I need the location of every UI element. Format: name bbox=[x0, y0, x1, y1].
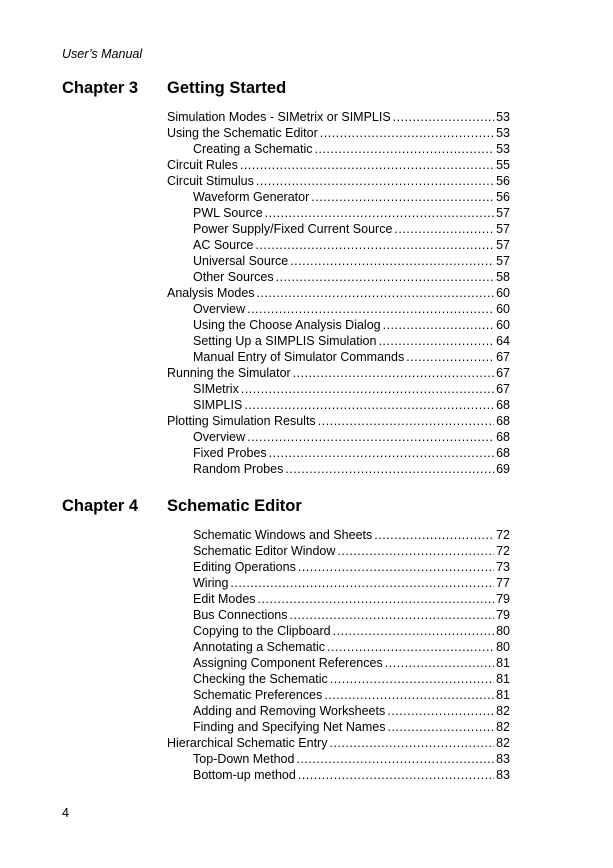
toc-entry[interactable] bbox=[167, 365, 510, 381]
dot-leader bbox=[255, 237, 494, 253]
toc-entry-title: Circuit Rules bbox=[167, 158, 238, 172]
toc-entry-title: SIMPLIS bbox=[193, 398, 243, 412]
toc-entry[interactable] bbox=[167, 623, 510, 639]
toc-entry-title: Random Probes bbox=[193, 462, 284, 476]
toc-entry-title: PWL Source bbox=[193, 206, 263, 220]
toc-entry-title: Top-Down Method bbox=[193, 752, 295, 766]
dot-leader bbox=[406, 349, 494, 365]
toc-entry-page: 67 bbox=[496, 350, 510, 364]
dot-leader bbox=[290, 253, 494, 269]
dot-leader bbox=[240, 157, 494, 173]
toc-entry-title: Schematic Windows and Sheets bbox=[193, 528, 373, 542]
toc-entry-title: Power Supply/Fixed Current Source bbox=[193, 222, 393, 236]
toc-entry[interactable] bbox=[167, 173, 510, 189]
toc-entry[interactable] bbox=[167, 413, 510, 429]
toc-entry[interactable] bbox=[167, 767, 510, 783]
dot-leader bbox=[256, 173, 494, 189]
toc-entry-page: 56 bbox=[496, 174, 510, 188]
toc-entry-title: Adding and Removing Worksheets bbox=[193, 704, 386, 718]
toc-entry[interactable] bbox=[167, 575, 510, 591]
toc-entry[interactable] bbox=[167, 221, 510, 237]
toc-entry[interactable] bbox=[167, 735, 510, 751]
toc-entry-page: 58 bbox=[496, 270, 510, 284]
toc-entry-title: Bus Connections bbox=[193, 608, 288, 622]
toc-entry[interactable] bbox=[167, 397, 510, 413]
toc-entry[interactable] bbox=[167, 125, 510, 141]
toc-entry-page: 82 bbox=[496, 736, 510, 750]
toc-entry[interactable] bbox=[167, 157, 510, 173]
toc-entry-title: Edit Modes bbox=[193, 592, 256, 606]
toc-entry-title: Waveform Generator bbox=[193, 190, 310, 204]
toc-entry-page: 60 bbox=[496, 302, 510, 316]
toc-entry-page: 67 bbox=[496, 366, 510, 380]
dot-leader bbox=[378, 333, 494, 349]
dot-leader bbox=[296, 751, 494, 767]
toc-entry[interactable] bbox=[167, 445, 510, 461]
toc-entry-page: 80 bbox=[496, 624, 510, 638]
toc-entry[interactable] bbox=[167, 461, 510, 477]
toc-entry-title: Editing Operations bbox=[193, 560, 296, 574]
toc-entry-title: Bottom-up method bbox=[193, 768, 296, 782]
toc-list bbox=[167, 109, 510, 477]
toc-entry-page: 72 bbox=[496, 528, 510, 542]
toc-entry[interactable] bbox=[167, 317, 510, 333]
dot-leader bbox=[333, 623, 495, 639]
toc-entry[interactable] bbox=[167, 527, 510, 543]
toc-entry-title: SIMetrix bbox=[193, 382, 239, 396]
page-number: 4 bbox=[62, 806, 69, 820]
toc-entry-title: Annotating a Schematic bbox=[193, 640, 326, 654]
toc-entry-page: 55 bbox=[496, 158, 510, 172]
toc-entry-page: 53 bbox=[496, 110, 510, 124]
dot-leader bbox=[393, 109, 494, 125]
toc-entry-page: 53 bbox=[496, 142, 510, 156]
dot-leader bbox=[318, 413, 494, 429]
toc-entry[interactable] bbox=[167, 269, 510, 285]
toc-entry-page: 57 bbox=[496, 206, 510, 220]
toc-entry[interactable] bbox=[167, 591, 510, 607]
toc-entry-page: 79 bbox=[496, 592, 510, 606]
toc-entry-title: Wiring bbox=[193, 576, 229, 590]
toc-entry[interactable] bbox=[167, 719, 510, 735]
chapter-heading bbox=[62, 497, 522, 523]
toc-entry-page: 64 bbox=[496, 334, 510, 348]
toc-entry-page: 68 bbox=[496, 446, 510, 460]
dot-leader bbox=[330, 671, 494, 687]
toc-entry[interactable] bbox=[167, 253, 510, 269]
toc-entry-page: 81 bbox=[496, 688, 510, 702]
toc-entry-title: Plotting Simulation Results bbox=[167, 414, 316, 428]
toc-entry-page: 73 bbox=[496, 560, 510, 574]
toc-entry[interactable] bbox=[167, 543, 510, 559]
toc-entry-title: Universal Source bbox=[193, 254, 289, 268]
toc-entry-title: Other Sources bbox=[193, 270, 274, 284]
dot-leader bbox=[257, 285, 495, 301]
dot-leader bbox=[276, 269, 495, 285]
toc-entry-title: Using the Schematic Editor bbox=[167, 126, 318, 140]
toc-entry[interactable] bbox=[167, 687, 510, 703]
toc-entry[interactable] bbox=[167, 237, 510, 253]
toc-entry-title: Setting Up a SIMPLIS Simulation bbox=[193, 334, 377, 348]
toc-entry-title: Hierarchical Schematic Entry bbox=[167, 736, 328, 750]
toc-entry[interactable] bbox=[167, 301, 510, 317]
dot-leader bbox=[293, 365, 494, 381]
dot-leader bbox=[383, 317, 494, 333]
chapter-title: Schematic Editor bbox=[167, 497, 302, 515]
toc-entry-page: 79 bbox=[496, 608, 510, 622]
toc-entry-page: 67 bbox=[496, 382, 510, 396]
toc-entry-page: 69 bbox=[496, 462, 510, 476]
chapter-4-section bbox=[62, 497, 522, 782]
toc-entry[interactable] bbox=[167, 189, 510, 205]
toc-entry[interactable] bbox=[167, 109, 510, 125]
chapter-number: Chapter 3 bbox=[62, 79, 139, 97]
toc-entry-page: 82 bbox=[496, 704, 510, 718]
toc-entry[interactable] bbox=[167, 751, 510, 767]
dot-leader bbox=[241, 381, 494, 397]
toc-entry-title: Manual Entry of Simulator Commands bbox=[193, 350, 405, 364]
running-header: User’s Manual bbox=[62, 47, 143, 61]
toc-entry[interactable] bbox=[167, 655, 510, 671]
toc-entry-page: 68 bbox=[496, 414, 510, 428]
toc-entry[interactable] bbox=[167, 607, 510, 623]
toc-entry-title: Schematic Preferences bbox=[193, 688, 323, 702]
chapter-number: Chapter 4 bbox=[62, 497, 139, 515]
dot-leader bbox=[387, 719, 494, 735]
dot-leader bbox=[387, 703, 494, 719]
toc-entry-page: 53 bbox=[496, 126, 510, 140]
toc-entry-title: Simulation Modes - SIMetrix or SIMPLIS bbox=[167, 110, 391, 124]
toc-entry-page: 56 bbox=[496, 190, 510, 204]
toc-entry-page: 82 bbox=[496, 720, 510, 734]
toc-entry[interactable] bbox=[167, 285, 510, 301]
toc-entry-page: 83 bbox=[496, 768, 510, 782]
dot-leader bbox=[269, 445, 494, 461]
dot-leader bbox=[311, 189, 494, 205]
toc-entry[interactable] bbox=[167, 559, 510, 575]
toc-entry[interactable] bbox=[167, 381, 510, 397]
dot-leader bbox=[298, 559, 494, 575]
dot-leader bbox=[290, 607, 495, 623]
toc-entry-page: 57 bbox=[496, 254, 510, 268]
toc-entry-title: Copying to the Clipboard bbox=[193, 624, 331, 638]
toc-entry-title: Checking the Schematic bbox=[193, 672, 328, 686]
toc-entry-title: Assigning Component References bbox=[193, 656, 383, 670]
toc-entry-title: AC Source bbox=[193, 238, 254, 252]
dot-leader bbox=[230, 575, 494, 591]
toc-entry-title: Running the Simulator bbox=[167, 366, 291, 380]
toc-entry-title: Creating a Schematic bbox=[193, 142, 313, 156]
toc-entry-page: 80 bbox=[496, 640, 510, 654]
dot-leader bbox=[265, 205, 494, 221]
toc-entry[interactable] bbox=[167, 703, 510, 719]
dot-leader bbox=[337, 543, 494, 559]
toc-entry-title: Overview bbox=[193, 430, 246, 444]
toc-entry-page: 81 bbox=[496, 672, 510, 686]
toc-list bbox=[167, 527, 510, 783]
toc-entry-page: 68 bbox=[496, 430, 510, 444]
toc-entry[interactable] bbox=[167, 141, 510, 157]
dot-leader bbox=[247, 429, 494, 445]
toc-entry[interactable] bbox=[167, 349, 510, 365]
dot-leader bbox=[324, 687, 494, 703]
dot-leader bbox=[247, 301, 494, 317]
dot-leader bbox=[258, 591, 495, 607]
dot-leader bbox=[329, 735, 494, 751]
toc-entry-page: 60 bbox=[496, 286, 510, 300]
dot-leader bbox=[385, 655, 494, 671]
dot-leader bbox=[285, 461, 494, 477]
toc-entry-page: 57 bbox=[496, 222, 510, 236]
dot-leader bbox=[315, 141, 495, 157]
dot-leader bbox=[320, 125, 494, 141]
toc-entry-page: 77 bbox=[496, 576, 510, 590]
chapter-heading bbox=[62, 79, 522, 105]
toc-entry-title: Fixed Probes bbox=[193, 446, 267, 460]
toc-entry-title: Using the Choose Analysis Dialog bbox=[193, 318, 381, 332]
dot-leader bbox=[298, 767, 494, 783]
toc-entry[interactable] bbox=[167, 429, 510, 445]
dot-leader bbox=[374, 527, 494, 543]
toc-entry-page: 68 bbox=[496, 398, 510, 412]
dot-leader bbox=[394, 221, 494, 237]
toc-entry-page: 72 bbox=[496, 544, 510, 558]
toc-entry[interactable] bbox=[167, 205, 510, 221]
dot-leader bbox=[327, 639, 494, 655]
toc-entry-title: Analysis Modes bbox=[167, 286, 255, 300]
dot-leader bbox=[244, 397, 494, 413]
toc-entry-page: 83 bbox=[496, 752, 510, 766]
toc-entry-page: 81 bbox=[496, 656, 510, 670]
toc-entry-title: Circuit Stimulus bbox=[167, 174, 254, 188]
toc-entry-title: Finding and Specifying Net Names bbox=[193, 720, 386, 734]
chapter-title: Getting Started bbox=[167, 79, 287, 97]
toc-entry[interactable] bbox=[167, 671, 510, 687]
toc-entry-page: 60 bbox=[496, 318, 510, 332]
toc-entry-page: 57 bbox=[496, 238, 510, 252]
toc-entry-title: Schematic Editor Window bbox=[193, 544, 336, 558]
toc-entry[interactable] bbox=[167, 639, 510, 655]
toc-entry-title: Overview bbox=[193, 302, 246, 316]
toc-entry[interactable] bbox=[167, 333, 510, 349]
chapter-3-section bbox=[62, 79, 522, 476]
